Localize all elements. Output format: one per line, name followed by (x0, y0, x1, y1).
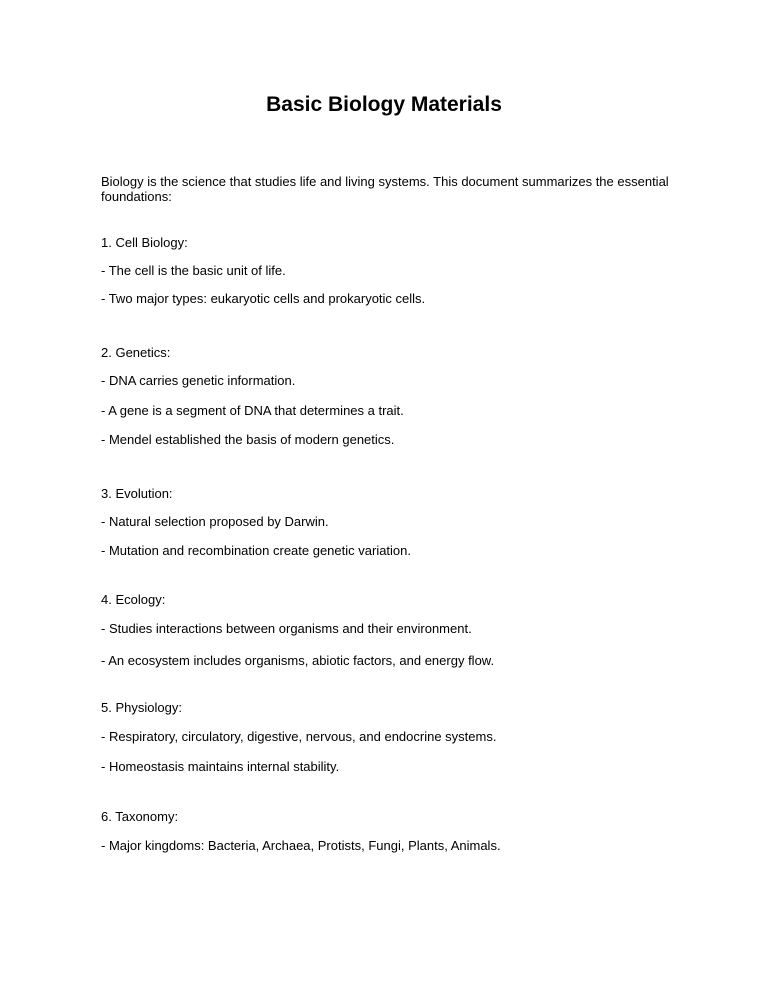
section-heading: 3. Evolution: (101, 486, 173, 501)
list-item: - Major kingdoms: Bacteria, Archaea, Protists, Fungi, Plants, Animals. (101, 838, 501, 853)
list-item: - Mendel established the basis of modern genetics. (101, 432, 395, 447)
page-title: Basic Biology Materials (266, 93, 502, 116)
section-heading: 4. Ecology: (101, 592, 166, 607)
list-item: - Studies interactions between organisms and their environment. (101, 621, 472, 636)
list-item: - An ecosystem includes organisms, abiotic factors, and energy flow. (101, 653, 495, 668)
list-item: - Homeostasis maintains internal stability. (101, 759, 340, 774)
section-heading: 1. Cell Biology: (101, 235, 188, 250)
list-item: - Natural selection proposed by Darwin. (101, 514, 329, 529)
list-item: - A gene is a segment of DNA that determines a trait. (101, 403, 404, 418)
intro-paragraph: Biology is the science that studies life and living systems. This document summarizes the essential foundations: (101, 174, 669, 204)
list-item: - Two major types: eukaryotic cells and prokaryotic cells. (101, 291, 426, 306)
section-heading: 6. Taxonomy: (101, 809, 179, 824)
section-heading: 2. Genetics: (101, 345, 171, 360)
list-item: - Mutation and recombination create genetic variation. (101, 543, 412, 558)
list-item: - DNA carries genetic information. (101, 373, 296, 388)
section-heading: 5. Physiology: (101, 700, 182, 715)
list-item: - Respiratory, circulatory, digestive, nervous, and endocrine systems. (101, 729, 497, 744)
list-item: - The cell is the basic unit of life. (101, 263, 286, 278)
